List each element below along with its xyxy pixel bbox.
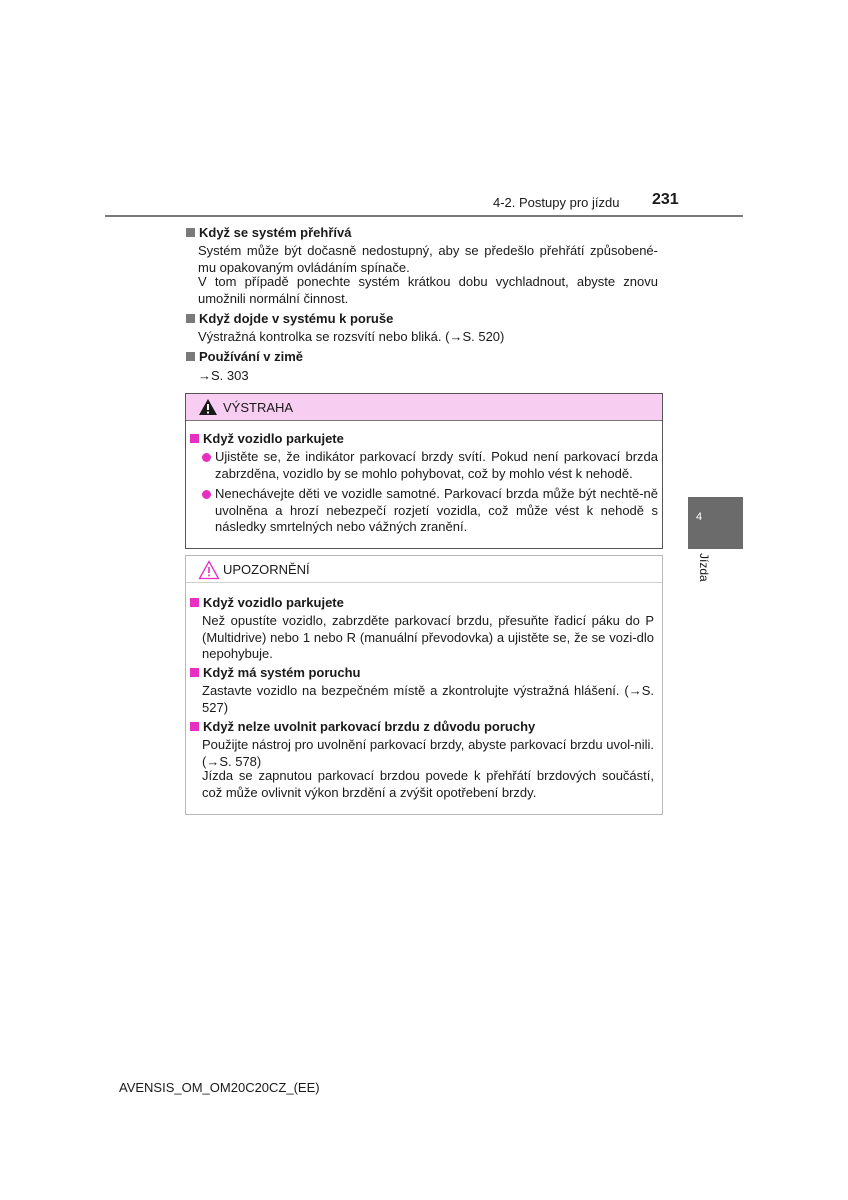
- caution-heading: Když nelze uvolnit parkovací brzdu z důvodu poruchy: [190, 719, 535, 735]
- caution-triangle-icon: [198, 560, 220, 580]
- section-paragraph: Systém může být dočasně nedostupný, aby se předešlo přehřátí způsobené-mu opakovaným ovládáním spínače.: [198, 243, 658, 275]
- square-bullet-icon: [190, 722, 199, 731]
- square-bullet-icon: [186, 352, 195, 361]
- round-bullet-icon: [202, 453, 211, 462]
- section-heading: Používání v zimě: [186, 349, 303, 365]
- header-divider: [105, 215, 743, 217]
- warning-triangle-icon: [198, 398, 218, 416]
- square-bullet-icon: [190, 598, 199, 607]
- square-bullet-icon: [186, 228, 195, 237]
- square-bullet-icon: [190, 668, 199, 677]
- caution-box: [185, 555, 663, 815]
- section-paragraph: Výstražná kontrolka se rozsvítí nebo bliká. (→S. 520): [198, 329, 505, 344]
- warning-bullet: Ujistěte se, že indikátor parkovací brzdy svítí. Pokud není parkovací brzda zabrzděna, vozidlo by se mohlo pohybovat, což by mohlo vést k nehodě.: [202, 449, 658, 482]
- caution-text: Než opustíte vozidlo, zabrzděte parkovací brzdu, přesuňte řadicí páku do P (Multidrive) nebo 1 nebo R (manuální převodovka) a ujistěte se, že se vozi-dlo nepohybuje.: [202, 613, 654, 661]
- section-heading: Když dojde v systému k poruše: [186, 311, 393, 327]
- square-bullet-icon: [186, 314, 195, 323]
- warning-title: VÝSTRAHA: [223, 400, 294, 415]
- caution-text: Použijte nástroj pro uvolnění parkovací brzdy, abyste parkovací brzdu uvol-nili. (→S. 578): [202, 737, 654, 769]
- section-paragraph: V tom případě ponechte systém krátkou dobu vychladnout, abyste znovu umožnili normální činnost.: [198, 274, 658, 306]
- warning-box: [185, 393, 663, 549]
- section-paragraph: →S. 303: [198, 368, 249, 383]
- page-number: 231: [652, 191, 679, 208]
- warning-bullet: Nenechávejte děti ve vozidle samotné. Parkovací brzda může být nechtě-ně uvolněna a hrozí nebezpečí rozjetí vozidla, což může vést k nehodě s následky smrtelných nebo vážných zranění.: [202, 486, 658, 536]
- warning-heading: Když vozidlo parkujete: [190, 431, 344, 447]
- chapter-tab: [688, 497, 743, 549]
- caution-text: Jízda se zapnutou parkovací brzdou povede k přehřátí brzdových součástí, což může ovlivnit výkon brzdění a zvýšit opotřebení brzdy.: [202, 768, 654, 800]
- warning-header: [186, 394, 662, 421]
- square-bullet-icon: [190, 434, 199, 443]
- header-section-title: 4-2. Postupy pro jízdu: [493, 195, 620, 210]
- chapter-label: Jízda: [697, 553, 711, 582]
- round-bullet-icon: [202, 490, 211, 499]
- caution-text: Zastavte vozidlo na bezpečném místě a zkontrolujte výstražná hlášení. (→S. 527): [202, 683, 654, 715]
- chapter-number: 4: [696, 511, 703, 523]
- footer-document-code: AVENSIS_OM_OM20C20CZ_(EE): [119, 1080, 320, 1095]
- caution-title: UPOZORNĚNÍ: [223, 562, 310, 577]
- caution-heading: Když vozidlo parkujete: [190, 595, 344, 611]
- caution-heading: Když má systém poruchu: [190, 665, 361, 681]
- section-heading: Když se systém přehřívá: [186, 225, 351, 241]
- caution-header: [186, 556, 662, 583]
